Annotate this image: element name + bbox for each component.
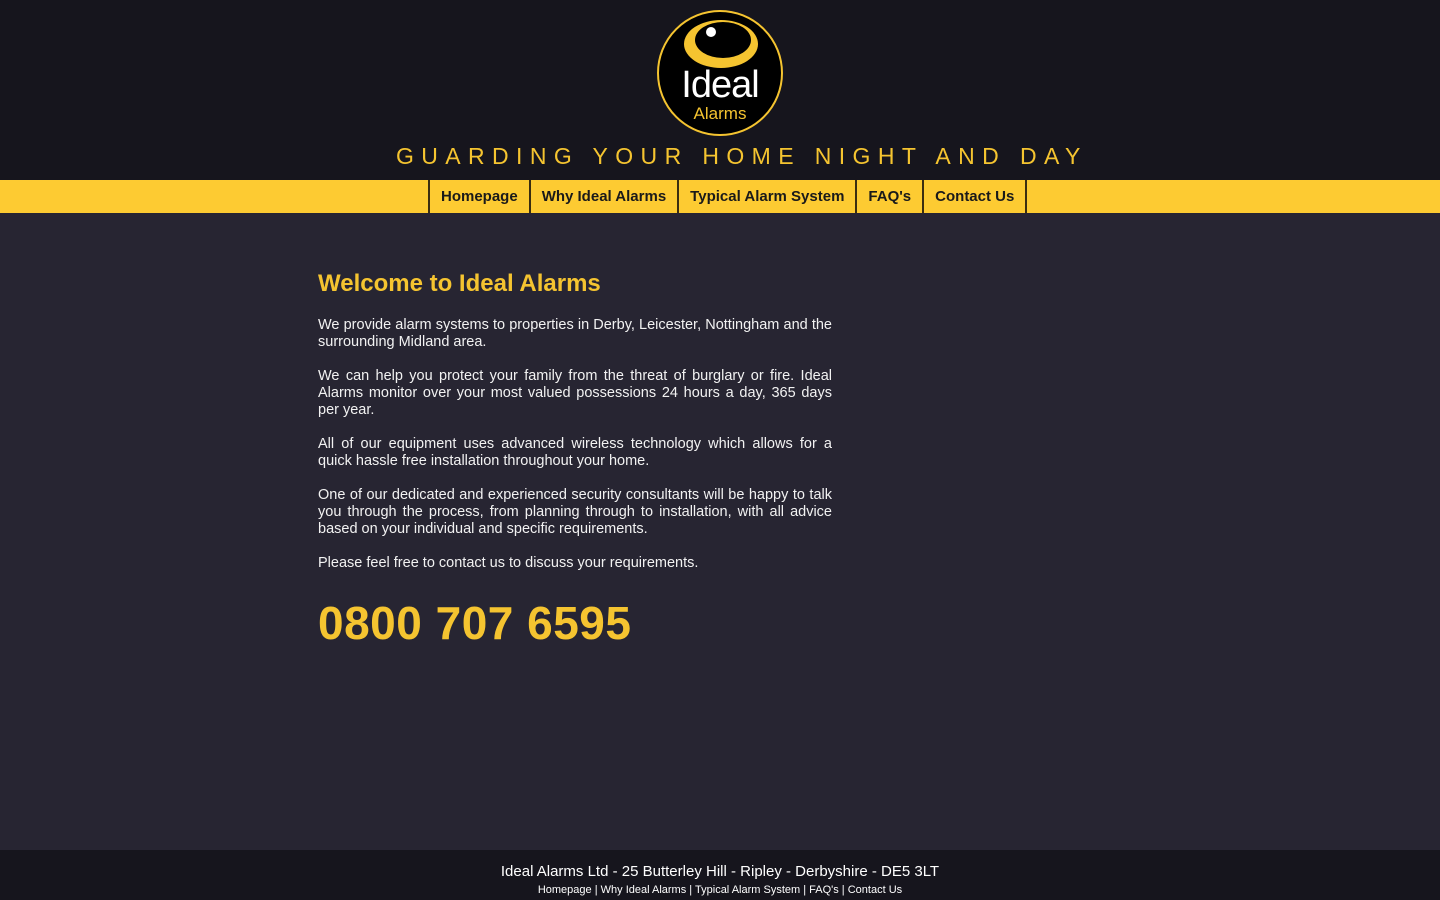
site-header: [0, 0, 1440, 180]
phone-number: 0800 707 6595: [318, 597, 632, 649]
page-title: Welcome to Ideal Alarms: [318, 270, 601, 297]
footer-link-homepage[interactable]: Homepage: [537, 884, 592, 896]
nav-item-contact-us[interactable]: Contact Us: [924, 180, 1027, 213]
main-nav: [0, 180, 1440, 213]
footer-separator: |: [591, 884, 601, 896]
footer-link-why-ideal-alarms[interactable]: Why Ideal Alarms: [600, 884, 687, 896]
nav-item-why-ideal-alarms[interactable]: Why Ideal Alarms: [531, 180, 679, 213]
site-footer: [0, 850, 1440, 900]
footer-separator: |: [800, 884, 810, 896]
footer-link-contact-us[interactable]: Contact Us: [847, 884, 903, 896]
footer-address: Ideal Alarms Ltd - 25 Butterley Hill - Ripley - Derbyshire - DE5 3LT: [500, 863, 940, 880]
logo-subtitle: Alarms: [693, 104, 747, 123]
nav-item-homepage[interactable]: Homepage: [430, 180, 531, 213]
main-content: [318, 270, 832, 650]
footer-link-faqs[interactable]: FAQ's: [809, 884, 839, 896]
footer-separator: |: [838, 884, 848, 896]
tagline: GUARDING YOUR HOME NIGHT AND DAY: [396, 143, 1088, 169]
nav-item-typical-alarm-system[interactable]: Typical Alarm System: [679, 180, 857, 213]
contact-paragraph: Please feel free to contact us to discuss your requirements.: [318, 555, 699, 571]
footer-links: [0, 884, 1440, 896]
protection-paragraph: We can help you protect your family from the threat of burglary or fire. Ideal Alarms monitor over your most valued possessions 24 hours a day, 365 days per year.: [318, 368, 832, 418]
intro-paragraph: We provide alarm systems to properties in Derby, Leicester, Nottingham and the surrounding Midland area.: [318, 317, 832, 350]
logo-title: Ideal: [681, 64, 759, 106]
equipment-paragraph: All of our equipment uses advanced wireless technology which allows for a quick hassle free installation throughout your home.: [318, 436, 832, 469]
logo[interactable]: [657, 10, 783, 136]
consultants-paragraph: One of our dedicated and experienced security consultants will be happy to talk you through the process, from planning through to installation, with all advice based on your individual and specific requirements.: [318, 487, 832, 537]
nav-item-faqs[interactable]: FAQ's: [857, 180, 924, 213]
footer-link-typical-alarm-system[interactable]: Typical Alarm System: [695, 884, 801, 896]
footer-separator: |: [686, 884, 696, 896]
